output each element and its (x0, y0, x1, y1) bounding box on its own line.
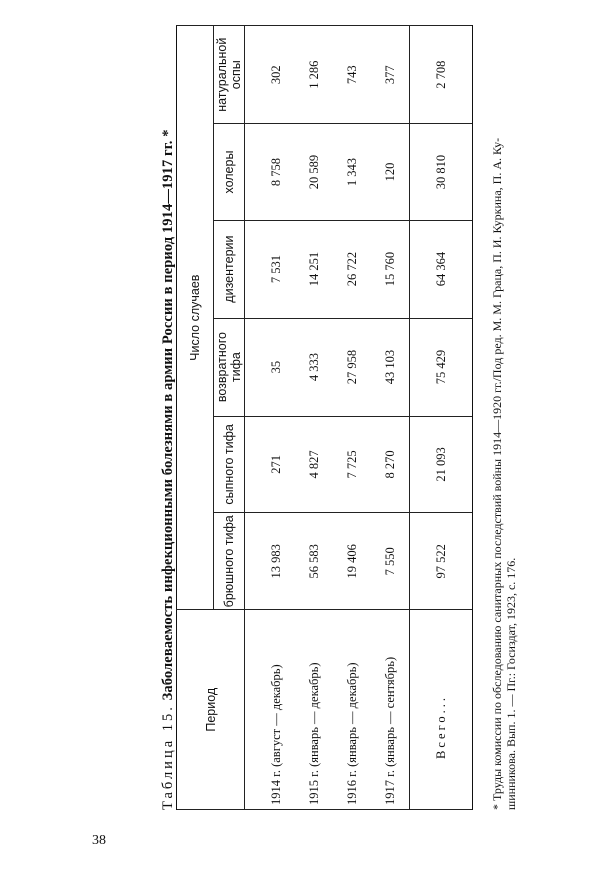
table-cell: 8 270 (371, 416, 410, 512)
table-caption-lead: Таблица 15. (160, 704, 176, 810)
table-cell: 7 550 (371, 513, 410, 610)
total-cell: 64 364 (410, 220, 473, 318)
table-cell: 8 758 (257, 124, 295, 220)
table-row (257, 26, 295, 810)
table-row (295, 26, 333, 810)
footnote-line: * Труды комиссии по обследованию санитарных последствий войны 1914—1920 гг./Под ред. М. М. Граца, П. И. Куркина, П. А. Ку- (490, 137, 504, 810)
footnote-line: шинникова. Вып. 1. — Пг.: Госиздат, 1923, с. 176. (504, 557, 518, 810)
column-header: дизентерии (214, 220, 245, 318)
total-cell: 97 522 (410, 513, 473, 610)
table-cell: 120 (371, 124, 410, 220)
total-row (410, 26, 473, 810)
table-cell: 302 (257, 26, 295, 124)
row-period: 1915 г. (январь — декабрь) (295, 610, 333, 810)
row-period: 1916 г. (январь — декабрь) (333, 610, 371, 810)
total-cell: 21 093 (410, 416, 473, 512)
table-caption (160, 25, 177, 810)
column-header: холеры (214, 124, 245, 220)
table-caption-text: Заболеваемость инфекционными болезнями в армии России в период 1914—1917 гг. * (160, 129, 176, 701)
table-cell: 19 406 (333, 513, 371, 610)
page-number: 38 (92, 833, 106, 848)
column-header: возвратного тифа (214, 318, 245, 416)
table-cell: 56 583 (295, 513, 333, 610)
table-cell: 743 (333, 26, 371, 124)
infection-table (176, 25, 473, 810)
row-period: 1917 г. (январь — сентябрь) (371, 610, 410, 810)
total-cell: 75 429 (410, 318, 473, 416)
table-cell: 35 (257, 318, 295, 416)
table-cell: 15 760 (371, 220, 410, 318)
table-cell: 1 286 (295, 26, 333, 124)
table-cell: 26 722 (333, 220, 371, 318)
table-row (333, 26, 371, 810)
rotated-page-content (160, 25, 540, 810)
total-label: Всего... (410, 610, 473, 810)
row-period: 1914 г. (август — декабрь) (257, 610, 295, 810)
total-cell: 2 708 (410, 26, 473, 124)
column-header: брюшного тифа (214, 513, 245, 610)
table-cell: 7 725 (333, 416, 371, 512)
table-cell: 377 (371, 26, 410, 124)
table-cell: 271 (257, 416, 295, 512)
table-row (371, 26, 410, 810)
cases-header: Число случаев (177, 26, 214, 610)
column-header: сыпного тифа (214, 416, 245, 512)
table-cell: 14 251 (295, 220, 333, 318)
table-cell: 20 589 (295, 124, 333, 220)
total-cell: 30 810 (410, 124, 473, 220)
table-cell: 4 333 (295, 318, 333, 416)
table-cell: 13 983 (257, 513, 295, 610)
table-cell: 43 103 (371, 318, 410, 416)
table-cell: 27 958 (333, 318, 371, 416)
spacer-row (245, 26, 258, 810)
table-cell: 4 827 (295, 416, 333, 512)
period-header: Период (177, 610, 245, 810)
column-header: натуральной оспы (214, 26, 245, 124)
table-cell: 7 531 (257, 220, 295, 318)
footnote (490, 25, 518, 810)
table-cell: 1 343 (333, 124, 371, 220)
